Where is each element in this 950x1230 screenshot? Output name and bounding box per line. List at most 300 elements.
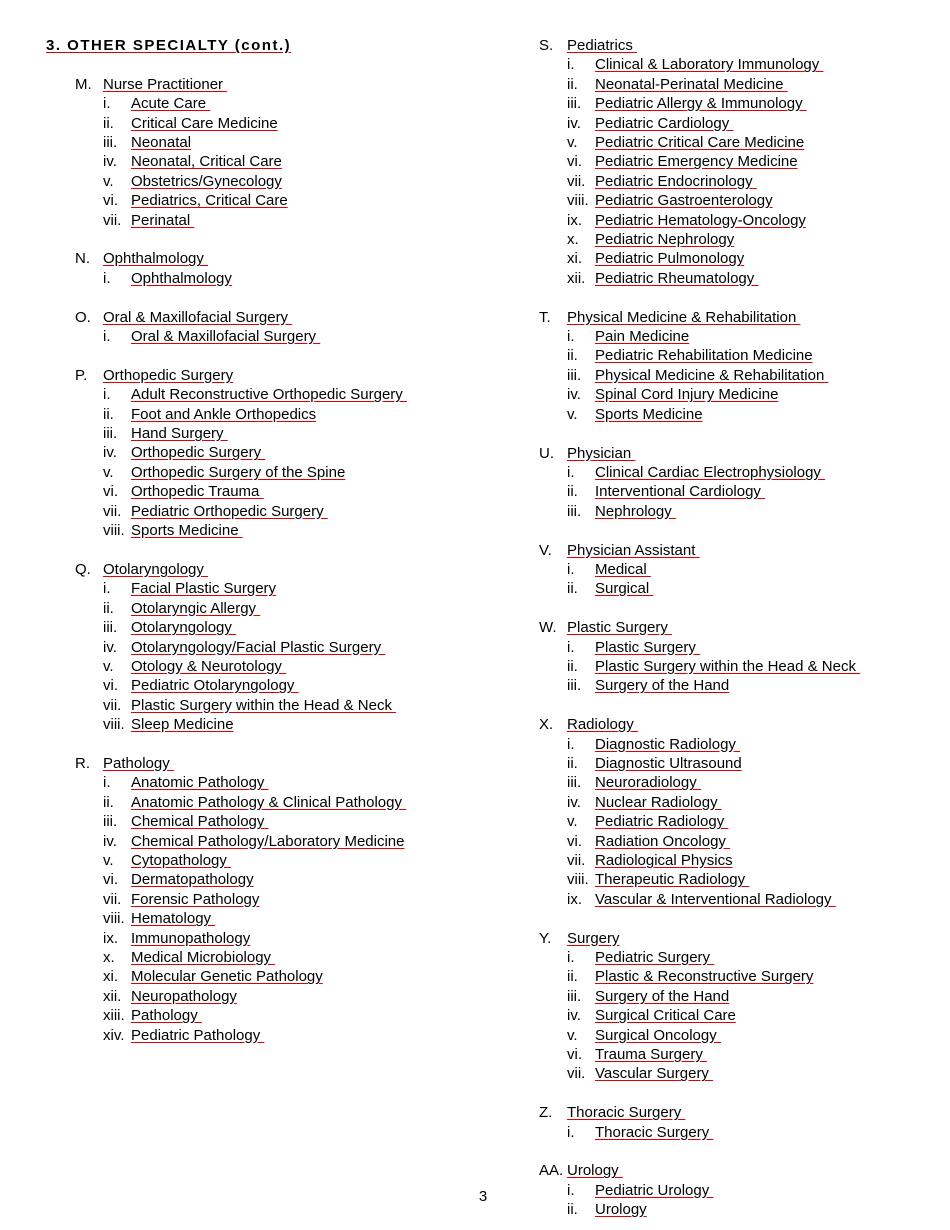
item-text: Spinal Cord Injury Medicine	[595, 386, 779, 404]
section-title: Physical Medicine & Rehabilitation	[567, 308, 801, 326]
item-numeral: iii.	[103, 619, 118, 637]
list-item	[103, 327, 476, 346]
list-item	[103, 502, 476, 521]
list-item	[567, 812, 939, 831]
item-numeral: ix.	[103, 929, 118, 947]
item-numeral: xii.	[567, 269, 586, 287]
item-text: Foot and Ankle Orthopedics	[131, 405, 317, 423]
section-spacer	[46, 288, 476, 307]
section-letter: R.	[75, 754, 90, 772]
list-item	[103, 851, 476, 870]
list-item	[567, 890, 939, 909]
list-item	[567, 75, 939, 94]
item-text: Pediatric Hematology-Oncology	[595, 211, 806, 229]
item-text: Pediatric Urology	[595, 1181, 714, 1199]
list-item	[567, 346, 939, 365]
list-item	[567, 482, 939, 501]
list-item	[103, 211, 476, 230]
list-item	[103, 1006, 476, 1025]
item-numeral: vi.	[103, 192, 118, 210]
section-title: Pathology	[103, 754, 174, 772]
item-text: Otolaryngology	[131, 619, 237, 637]
item-numeral: viii.	[567, 192, 589, 210]
list-item	[103, 676, 476, 695]
list-item	[567, 657, 939, 676]
section-letter: T.	[539, 308, 551, 326]
section-title: Radiology	[567, 716, 638, 734]
item-numeral: vi.	[567, 153, 582, 171]
item-numeral: ii.	[567, 580, 578, 598]
item-text: Clinical & Laboratory Immunology	[595, 56, 824, 74]
item-numeral: i.	[103, 580, 111, 598]
item-text: Pediatric Cardiology	[595, 114, 734, 132]
section-title-row	[539, 1161, 939, 1180]
item-numeral: ix.	[567, 890, 582, 908]
list-item	[103, 618, 476, 637]
section-title-row	[539, 618, 939, 637]
item-numeral: ii.	[103, 599, 114, 617]
section-title-row	[46, 366, 476, 385]
item-text: Pediatric Allergy & Immunology	[595, 95, 807, 113]
section-title-row	[539, 308, 939, 327]
section-spacer	[539, 1084, 939, 1103]
item-text: Hand Surgery	[131, 425, 228, 443]
item-text: Medical	[595, 560, 651, 578]
item-text: Orthopedic Surgery	[131, 444, 266, 462]
item-text: Physical Medicine & Rehabilitation	[595, 366, 829, 384]
item-numeral: iv.	[567, 114, 581, 132]
item-text: Hematology	[131, 910, 216, 928]
item-numeral: ii.	[103, 793, 114, 811]
item-text: Pediatric Nephrology	[595, 231, 735, 249]
item-text: Immunopathology	[131, 929, 251, 947]
item-numeral: i.	[567, 735, 575, 753]
list-item	[103, 94, 476, 113]
item-text: Otology & Neurotology	[131, 657, 287, 675]
list-item	[567, 152, 939, 171]
list-item	[567, 230, 939, 249]
list-item	[567, 385, 939, 404]
item-numeral: vii.	[103, 696, 122, 714]
list-item	[567, 676, 939, 695]
left-column	[46, 36, 476, 1045]
item-text: Perinatal	[131, 211, 195, 229]
list-item	[103, 463, 476, 482]
item-text: Plastic Surgery	[595, 638, 701, 656]
section-letter: Q.	[75, 560, 91, 578]
item-numeral: xiii.	[103, 1007, 125, 1025]
item-text: Neonatal, Critical Care	[131, 153, 282, 171]
section-title: Ophthalmology	[103, 250, 209, 268]
item-numeral: iii.	[103, 813, 118, 831]
item-text: Orthopedic Surgery of the Spine	[131, 463, 346, 481]
item-numeral: iv.	[567, 386, 581, 404]
section-title: Urology	[567, 1162, 623, 1180]
list-item	[567, 987, 939, 1006]
item-text: Surgical Oncology	[595, 1026, 721, 1044]
list-item	[103, 657, 476, 676]
page-number: 3	[478, 1188, 488, 1205]
item-text: Radiological Physics	[595, 851, 733, 869]
list-item	[103, 967, 476, 986]
list-item	[103, 152, 476, 171]
list-item	[567, 793, 939, 812]
item-numeral: i.	[567, 949, 575, 966]
item-numeral: xii.	[103, 987, 122, 1005]
list-item	[103, 909, 476, 928]
item-text: Neuropathology	[131, 987, 237, 1005]
section-title: Thoracic Surgery	[567, 1104, 686, 1122]
list-item	[103, 812, 476, 831]
item-numeral: iii.	[567, 502, 582, 520]
section-title: Otolaryngology	[103, 560, 209, 578]
item-numeral: ii.	[567, 968, 578, 986]
list-item	[103, 870, 476, 889]
item-text: Acute Care	[131, 95, 211, 113]
list-item	[567, 114, 939, 133]
item-text: Medical Microbiology	[131, 949, 276, 966]
item-text: Pain Medicine	[595, 328, 690, 346]
section-heading: 3. OTHER SPECIALTY (cont.)	[46, 37, 292, 54]
list-item	[567, 967, 939, 986]
section-spacer	[46, 346, 476, 365]
item-text: Pathology	[131, 1007, 202, 1025]
item-text: Radiation Oncology	[595, 832, 731, 850]
item-numeral: vi.	[103, 871, 118, 889]
section-title-row	[46, 754, 476, 773]
section-letter: W.	[539, 619, 557, 637]
list-item	[103, 987, 476, 1006]
item-text: Surgery of the Hand	[595, 677, 730, 695]
section-title: Surgery	[567, 929, 620, 947]
section-letter: O.	[75, 308, 91, 326]
list-item	[567, 327, 939, 346]
list-item	[567, 851, 939, 870]
list-item	[567, 832, 939, 851]
section-spacer	[539, 909, 939, 928]
item-text: Pediatric Endocrinology	[595, 172, 757, 190]
list-item	[103, 773, 476, 792]
list-item	[103, 599, 476, 618]
list-item	[567, 638, 939, 657]
item-numeral: v.	[567, 405, 578, 423]
list-item	[567, 133, 939, 152]
item-text: Interventional Cardiology	[595, 483, 766, 501]
item-numeral: ii.	[103, 405, 114, 423]
section-title-row	[539, 1103, 939, 1122]
item-text: Trauma Surgery	[595, 1046, 707, 1064]
list-item	[567, 1045, 939, 1064]
item-text: Pediatric Radiology	[595, 813, 729, 831]
item-numeral: ii.	[567, 754, 578, 772]
item-text: Pediatric Rheumatology	[595, 269, 759, 287]
list-item	[567, 1006, 939, 1025]
item-numeral: vii.	[103, 502, 122, 520]
list-item	[567, 211, 939, 230]
item-numeral: ii.	[567, 657, 578, 675]
list-item	[567, 269, 939, 288]
item-numeral: vii.	[103, 890, 122, 908]
item-numeral: iii.	[567, 987, 582, 1005]
list-item	[567, 1026, 939, 1045]
item-numeral: viii.	[103, 910, 125, 928]
item-numeral: viii.	[567, 871, 589, 889]
list-item	[567, 249, 939, 268]
item-numeral: i.	[567, 560, 575, 578]
list-item	[103, 424, 476, 443]
item-numeral: vi.	[103, 677, 118, 695]
list-item	[567, 948, 939, 967]
item-text: Nuclear Radiology	[595, 793, 722, 811]
section-letter: V.	[539, 541, 552, 559]
list-item	[103, 793, 476, 812]
section-spacer	[539, 521, 939, 540]
list-item	[103, 133, 476, 152]
item-numeral: vii.	[567, 851, 586, 869]
item-numeral: ii.	[567, 1201, 578, 1219]
item-text: Anatomic Pathology	[131, 774, 269, 792]
item-numeral: ii.	[567, 347, 578, 365]
section-letter: N.	[75, 250, 90, 268]
section-title-row	[46, 308, 476, 327]
list-item	[103, 890, 476, 909]
list-item	[567, 502, 939, 521]
item-numeral: vii.	[567, 172, 586, 190]
item-numeral: iv.	[567, 1007, 581, 1025]
section-spacer	[46, 230, 476, 249]
item-numeral: v.	[567, 813, 578, 831]
item-text: Plastic Surgery within the Head & Neck	[595, 657, 861, 675]
item-text: Pediatric Rehabilitation Medicine	[595, 347, 813, 365]
item-text: Cytopathology	[131, 851, 232, 869]
item-numeral: i.	[567, 463, 575, 481]
item-numeral: iii.	[567, 95, 582, 113]
item-numeral: xiv.	[103, 1026, 125, 1044]
item-text: Diagnostic Ultrasound	[595, 754, 742, 772]
item-numeral: i.	[567, 1181, 575, 1199]
item-text: Pediatrics, Critical Care	[131, 192, 288, 210]
item-numeral: x.	[567, 231, 579, 249]
item-text: Urology	[595, 1201, 647, 1219]
list-item	[103, 114, 476, 133]
section-letter: Z.	[539, 1104, 553, 1122]
list-item	[103, 521, 476, 540]
section-title: Nurse Practitioner	[103, 75, 228, 93]
item-numeral: v.	[567, 134, 578, 152]
item-text: Surgical	[595, 580, 654, 598]
item-text: Diagnostic Radiology	[595, 735, 741, 753]
list-item	[567, 172, 939, 191]
item-numeral: i.	[103, 269, 111, 287]
section-letter: M.	[75, 75, 92, 93]
item-numeral: x.	[103, 949, 115, 966]
item-text: Nephrology	[595, 502, 676, 520]
section-title: Physician Assistant	[567, 541, 700, 559]
section-letter: X.	[539, 716, 554, 734]
item-text: Plastic Surgery within the Head & Neck	[131, 696, 397, 714]
item-numeral: i.	[103, 328, 111, 346]
list-item	[567, 754, 939, 773]
item-text: Pediatric Emergency Medicine	[595, 153, 798, 171]
section-spacer	[539, 424, 939, 443]
list-item	[103, 696, 476, 715]
list-item	[567, 463, 939, 482]
item-numeral: iii.	[567, 774, 582, 792]
item-text: Pediatric Otolaryngology	[131, 677, 299, 695]
section-spacer	[539, 288, 939, 307]
item-text: Clinical Cardiac Electrophysiology	[595, 463, 826, 481]
section-letter: S.	[539, 37, 554, 54]
list-item	[103, 269, 476, 288]
item-text: Oral & Maxillofacial Surgery	[131, 328, 321, 346]
list-item	[567, 1064, 939, 1083]
item-text: Adult Reconstructive Orthopedic Surgery	[131, 386, 407, 404]
section-title-row	[539, 541, 939, 560]
list-item	[567, 1123, 939, 1142]
list-item	[103, 443, 476, 462]
list-item	[103, 929, 476, 948]
item-text: Surgical Critical Care	[595, 1007, 736, 1025]
list-item	[567, 870, 939, 889]
item-numeral: xi.	[103, 968, 118, 986]
item-numeral: v.	[103, 851, 114, 869]
item-text: Neonatal	[131, 134, 192, 152]
item-text: Vascular Surgery	[595, 1065, 714, 1083]
item-text: Sports Medicine	[595, 405, 703, 423]
item-numeral: iv.	[103, 638, 117, 656]
item-text: Therapeutic Radiology	[595, 871, 750, 889]
item-text: Otolaryngology/Facial Plastic Surgery	[131, 638, 386, 656]
section-title: Plastic Surgery	[567, 619, 673, 637]
list-item	[567, 735, 939, 754]
list-item	[103, 385, 476, 404]
item-numeral: vi.	[567, 1046, 582, 1064]
item-numeral: ix.	[567, 211, 582, 229]
section-title: Orthopedic Surgery	[103, 366, 234, 384]
list-item	[567, 773, 939, 792]
section-letter: U.	[539, 444, 554, 462]
list-item	[103, 638, 476, 657]
list-item	[103, 482, 476, 501]
section-letter: AA.	[539, 1162, 564, 1180]
item-numeral: v.	[103, 657, 114, 675]
section-letter: P.	[75, 366, 88, 384]
right-column	[539, 36, 939, 1220]
item-numeral: vii.	[567, 1065, 586, 1083]
item-text: Chemical Pathology	[131, 813, 269, 831]
item-text: Neonatal-Perinatal Medicine	[595, 75, 788, 93]
list-item	[567, 366, 939, 385]
list-item	[103, 172, 476, 191]
section-title-row	[539, 36, 939, 55]
item-text: Dermatopathology	[131, 871, 254, 889]
item-numeral: i.	[567, 56, 575, 74]
item-numeral: vii.	[103, 211, 122, 229]
item-text: Pediatric Surgery	[595, 949, 715, 966]
item-text: Obstetrics/Gynecology	[131, 172, 282, 190]
item-numeral: ii.	[567, 75, 578, 93]
list-item	[567, 579, 939, 598]
item-text: Facial Plastic Surgery	[131, 580, 277, 598]
list-item	[567, 94, 939, 113]
list-item	[567, 560, 939, 579]
item-numeral: vi.	[103, 483, 118, 501]
item-numeral: i.	[567, 1123, 575, 1141]
item-text: Forensic Pathology	[131, 890, 260, 908]
item-numeral: vi.	[567, 832, 582, 850]
item-numeral: iv.	[103, 832, 117, 850]
item-text: Ophthalmology	[131, 269, 232, 287]
section-title-row	[539, 929, 939, 948]
item-text: Neuroradiology	[595, 774, 701, 792]
section-spacer	[539, 1142, 939, 1161]
item-text: Pediatric Pulmonology	[595, 250, 745, 268]
item-numeral: iii.	[567, 366, 582, 384]
item-numeral: viii.	[103, 716, 125, 734]
list-item	[103, 579, 476, 598]
item-text: Pediatric Pathology	[131, 1026, 265, 1044]
item-text: Thoracic Surgery	[595, 1123, 714, 1141]
item-numeral: v.	[567, 1026, 578, 1044]
item-numeral: viii.	[103, 522, 125, 540]
item-text: Chemical Pathology/Laboratory Medicine	[131, 832, 405, 850]
item-text: Orthopedic Trauma	[131, 483, 264, 501]
item-numeral: ii.	[567, 483, 578, 501]
list-item	[103, 405, 476, 424]
section-title-row	[539, 444, 939, 463]
list-item	[103, 1026, 476, 1045]
item-text: Pediatric Gastroenterology	[595, 192, 773, 210]
item-numeral: i.	[567, 328, 575, 346]
item-text: Molecular Genetic Pathology	[131, 968, 323, 986]
item-text: Plastic & Reconstructive Surgery	[595, 968, 814, 986]
list-item	[103, 948, 476, 967]
item-numeral: iv.	[103, 153, 117, 171]
section-title: Physician	[567, 444, 636, 462]
list-item	[567, 405, 939, 424]
list-item	[103, 832, 476, 851]
item-numeral: iv.	[103, 444, 117, 462]
item-numeral: ii.	[103, 114, 114, 132]
section-title: Pediatrics	[567, 37, 638, 54]
item-numeral: iii.	[103, 134, 118, 152]
section-spacer	[539, 696, 939, 715]
section-title-row	[46, 560, 476, 579]
item-numeral: i.	[103, 774, 111, 792]
item-text: Pediatric Orthopedic Surgery	[131, 502, 328, 520]
section-title-row	[46, 75, 476, 94]
item-text: Sleep Medicine	[131, 716, 234, 734]
list-item	[567, 191, 939, 210]
item-text: Sports Medicine	[131, 522, 243, 540]
section-spacer	[46, 55, 476, 74]
item-numeral: iii.	[567, 677, 582, 695]
section-spacer	[539, 599, 939, 618]
item-numeral: iii.	[103, 425, 118, 443]
item-numeral: v.	[103, 463, 114, 481]
item-text: Critical Care Medicine	[131, 114, 278, 132]
section-letter: Y.	[539, 929, 552, 947]
section-title: Oral & Maxillofacial Surgery	[103, 308, 293, 326]
item-numeral: xi.	[567, 250, 582, 268]
section-title-row	[46, 249, 476, 268]
section-spacer	[46, 735, 476, 754]
item-text: Pediatric Critical Care Medicine	[595, 134, 805, 152]
item-text: Otolaryngic Allergy	[131, 599, 261, 617]
list-item	[103, 715, 476, 734]
section-spacer	[46, 541, 476, 560]
item-text: Anatomic Pathology & Clinical Pathology	[131, 793, 407, 811]
